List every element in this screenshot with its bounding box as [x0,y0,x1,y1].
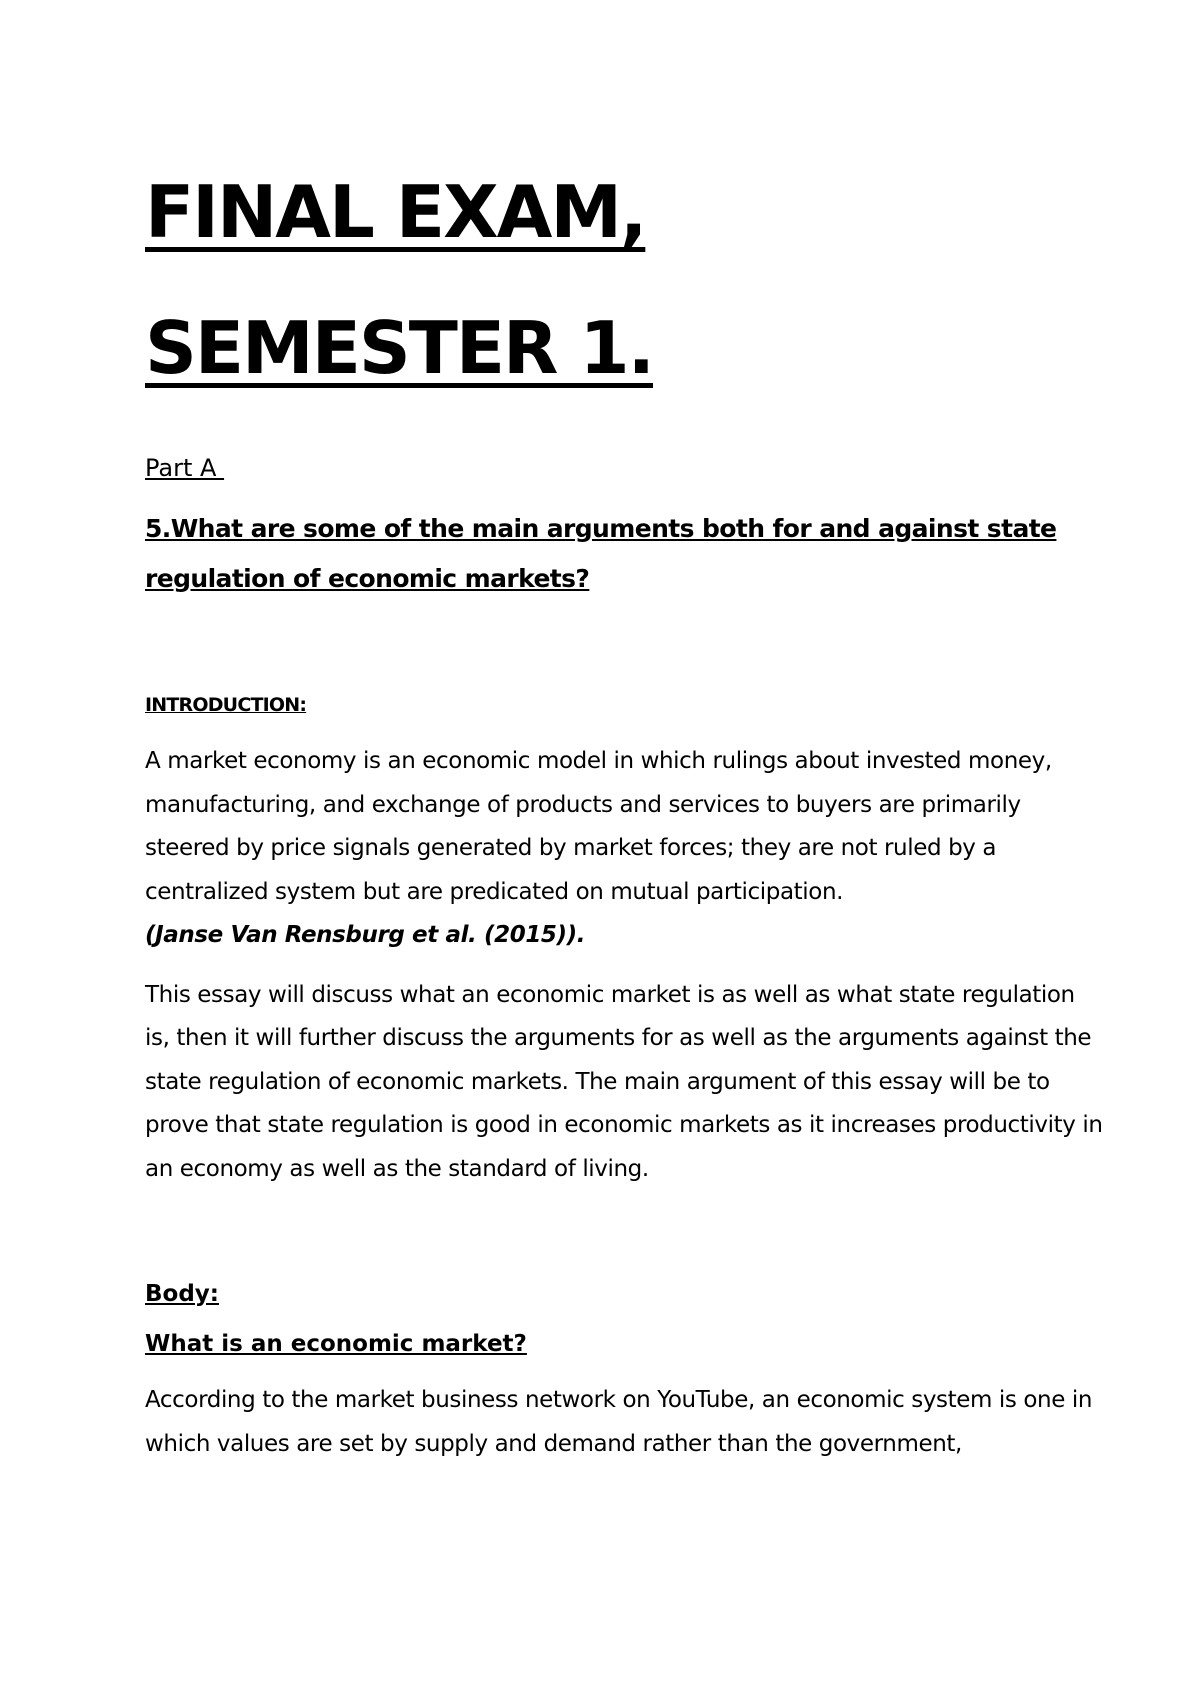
intro-paragraph-text: A market economy is an economic model in which rulings about invested money, manufacturing, and exchange of products and services to buyers are primarily steered by price signals generated by market forces; they are not ruled by a centralized system but are predicated on mutual participation. [145,748,1052,905]
document-content [145,150,1105,1466]
body-heading: Body: [145,1281,219,1307]
body-paragraph: According to the market business network on YouTube, an economic system is one in which values are set by supply and demand rather than the government, [145,1387,1093,1457]
intro-paragraph [145,740,1105,958]
question-heading: 5.What are some of the main arguments both for and against state regulation of economic markets? [145,514,1057,593]
introduction-heading: INTRODUCTION: [145,694,307,716]
part-label: Part A [145,454,225,482]
economic-market-subheading: What is an economic market? [145,1331,527,1357]
title-line-1: FINAL EXAM, [145,170,646,254]
intro-citation: (Janse Van Rensburg et al. (2015)). [145,922,586,948]
essay-outline-paragraph: This essay will discuss what an economic market is as well as what state regulation is, then it will further discuss the arguments for as well as the arguments against the state regulation of economic markets. The main argument of this essay will be to prove that state regulation is good in economic markets as it increases productivity in an economy as well as the standard of living. [145,981,1103,1182]
title-line-2: SEMESTER 1. [145,306,653,390]
